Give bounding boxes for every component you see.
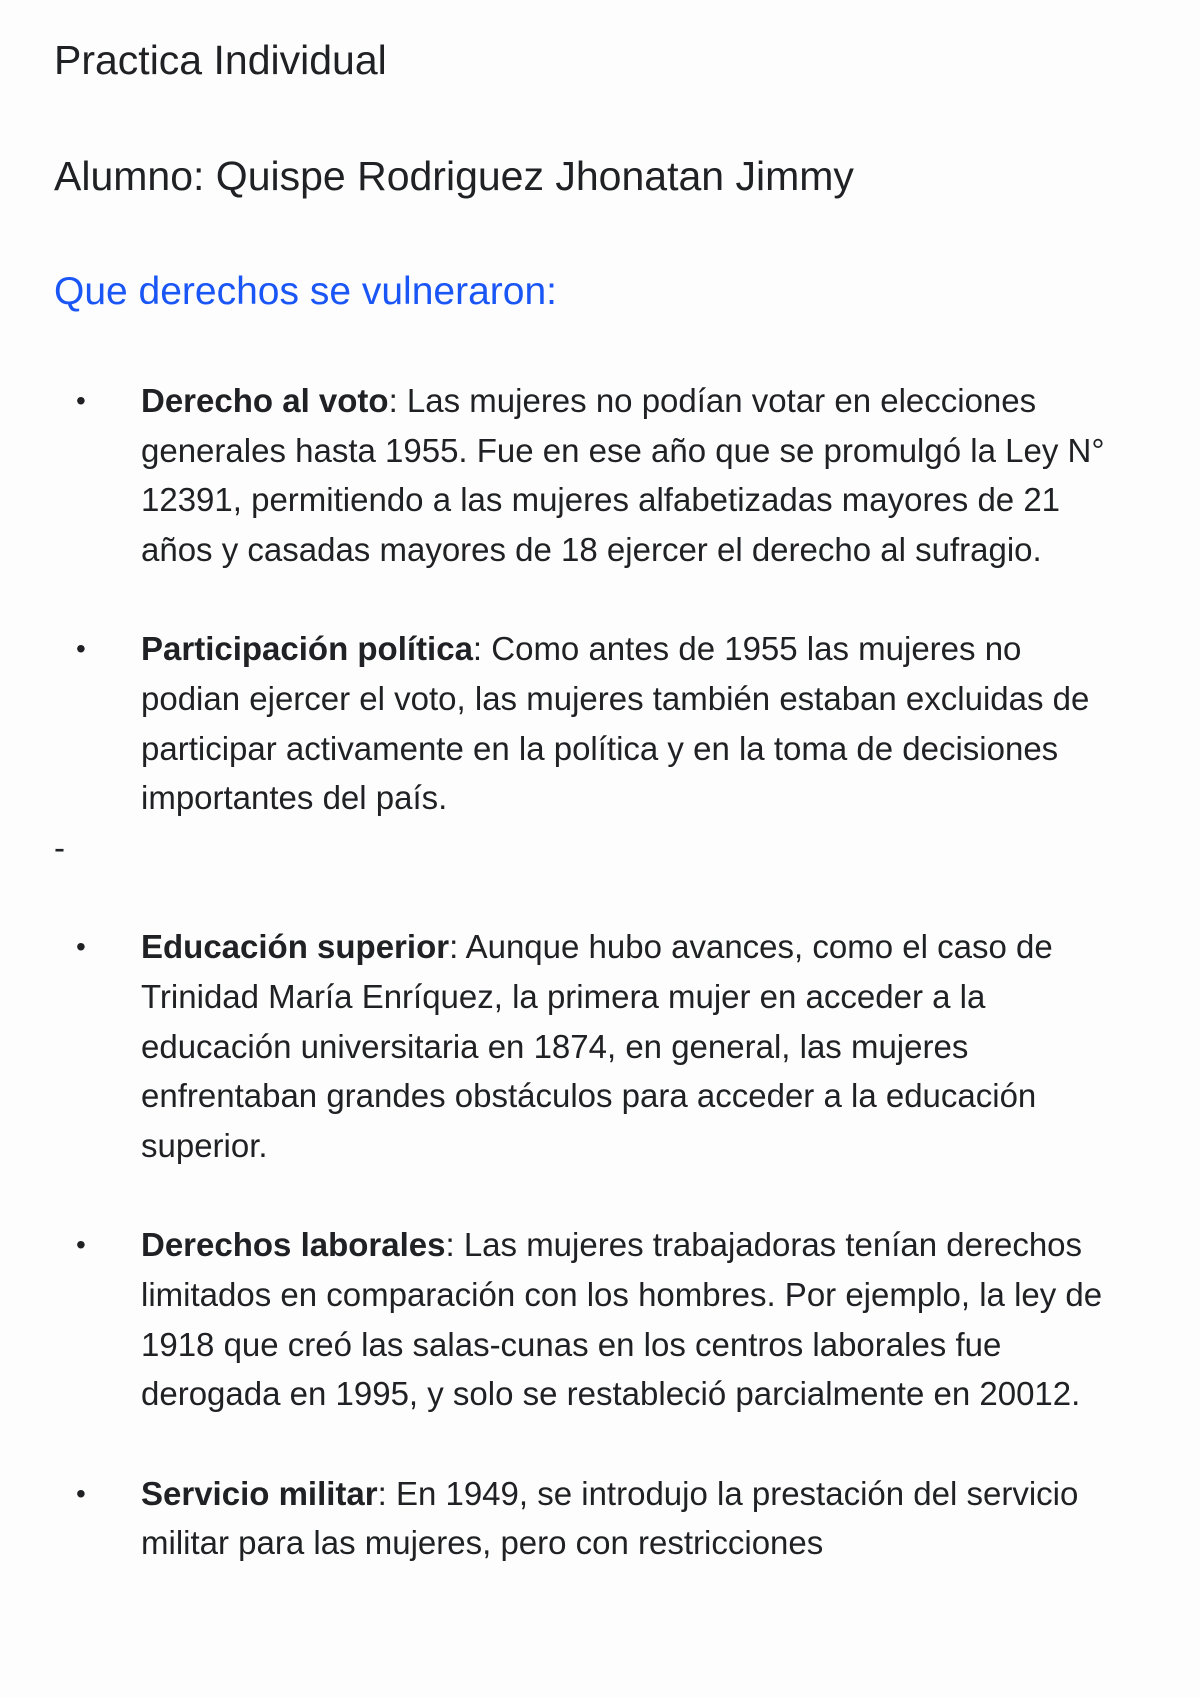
item-text: : Como antes de 1955 las mujeres no podian ejercer el voto, las mujeres también estaban excluidas de participar activamente en la política y en la toma de decisiones importantes del país.: [141, 630, 1090, 817]
separator-dash: -: [54, 828, 65, 866]
item-text: : En 1949, se introdujo la prestación del servicio militar para las mujeres, pero con restricciones: [141, 1474, 1079, 1562]
section-heading: Que derechos se vulneraron:: [54, 270, 557, 313]
item-term: Derechos laborales: [141, 1226, 446, 1264]
document-title: Practica Individual: [54, 37, 387, 83]
item-text: : Las mujeres no podían votar en elecciones generales hasta 1955. Fue en ese año que se promulgó la Ley N° 12391, permitiendo a las mujeres alfabetizadas mayores de 21 años y casadas mayores de 18 ejercer el derecho al sufragio.: [141, 382, 1105, 568]
list-item: [54, 1469, 1114, 1568]
list-item: [54, 376, 1114, 574]
bullet-icon: •: [76, 385, 86, 416]
item-term: Participación política: [141, 630, 473, 668]
list-item: [54, 922, 1114, 1170]
item-term: Educación superior: [141, 928, 450, 966]
bullet-icon: •: [76, 931, 86, 963]
bullet-icon: •: [76, 1477, 86, 1509]
bullet-icon: •: [76, 1229, 86, 1261]
student-name: Alumno: Quispe Rodriguez Jhonatan Jimmy: [54, 153, 854, 199]
rights-list: [54, 376, 1154, 1568]
bullet-icon: •: [76, 633, 86, 665]
list-item: [54, 624, 1114, 822]
item-text: : Las mujeres trabajadoras tenían derechos limitados en comparación con los hombres. Por ejemplo, la ley de 1918 que creó las salas-cunas en los centros laborales fue derogada en 1995, y solo se restableció parcialmente en 20012.: [141, 1226, 1103, 1413]
item-term: Servicio militar: [141, 1474, 378, 1512]
list-item: [54, 1220, 1114, 1418]
item-text: : Aunque hubo avances, como el caso de Trinidad María Enríquez, la primera mujer en acceder a la educación universitaria en 1874, en general, las mujeres enfrentaban grandes obstáculos para acceder a la educación superior.: [141, 928, 1053, 1164]
item-term: Derecho al voto: [141, 382, 389, 419]
